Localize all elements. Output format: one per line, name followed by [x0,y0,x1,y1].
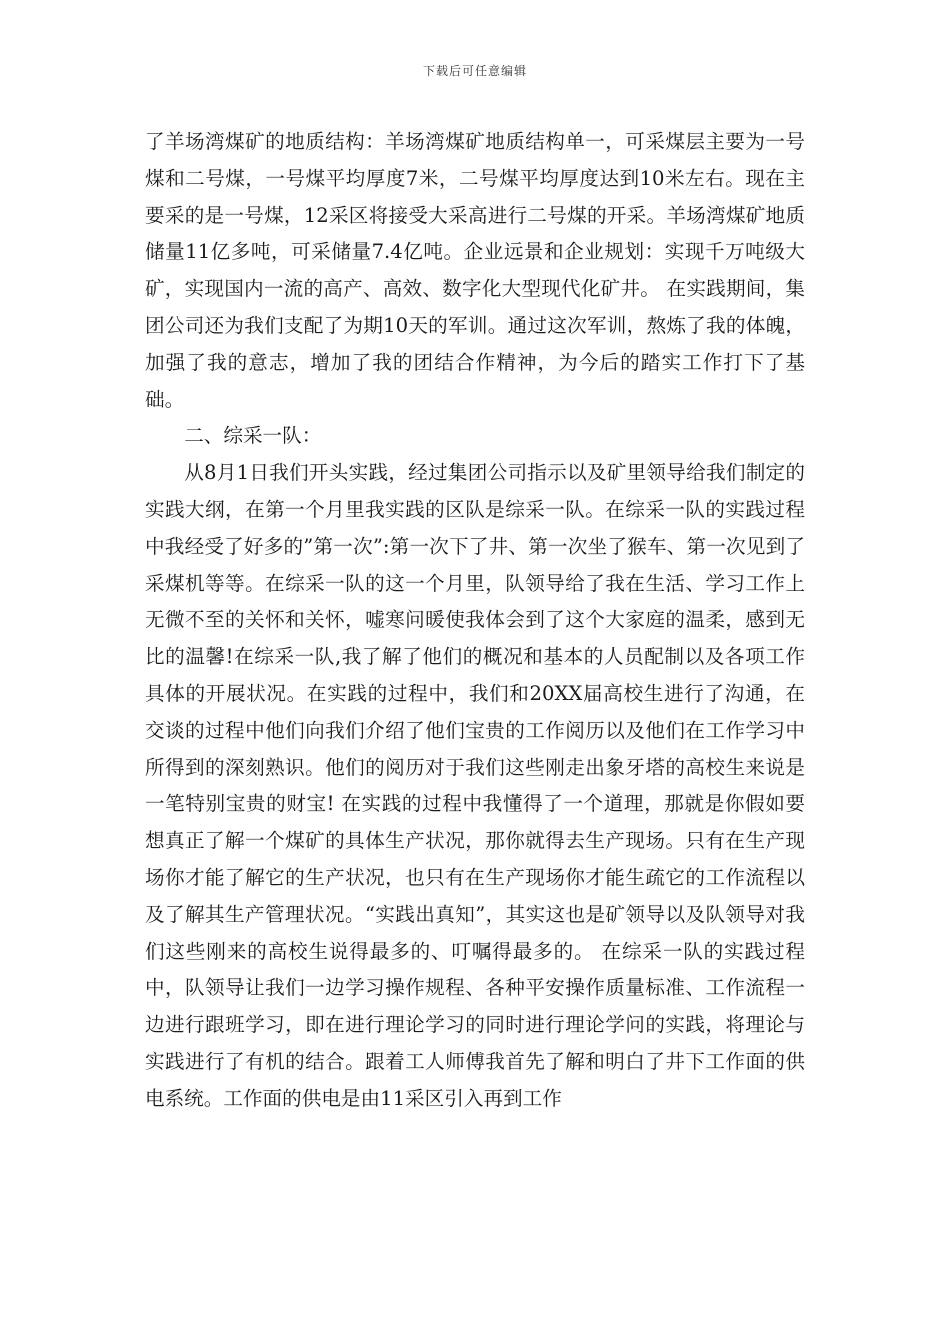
paragraph-continuation: 了羊场湾煤矿的地质结构：羊场湾煤矿地质结构单一，可采煤层主要为一号煤和二号煤，一号煤平均厚度7米，二号煤平均厚度达到10米左右。现在主要采的是一号煤，12采区将接受大采高进行二号煤的开采。羊场湾煤矿地质储量11亿多吨，可采储量7.4亿吨。企业远景和企业规划：实现千万吨级大矿，实现国内一流的高产、高效、数字化大型现代化矿井。 在实践期间，集团公司还为我们支配了为期10天的军训。通过这次军训，熬炼了我的体魄，加强了我的意志，增加了我的团结合作精神，为今后的踏实工作打下了基础。 [145,130,805,411]
page-header: 下载后可任意编辑 [422,64,527,78]
paragraph: 从8月1日我们开头实践，经过集团公司指示以及矿里领导给我们制定的实践大纲，在第一个月里我实践的区队是综采一队。在综采一队的实践过程中我经受了好多的”第一次”:第一次下了井、第一次坐了猴车、第一次见到了采煤机等等。在综采一队的这一个月里，队领导给了我在生活、学习工作上无微不至的关怀和关怀，嘘寒问暖使我体会到了这个大家庭的温柔，感到无比的温馨!在综采一队,我了解了他们的概况和基本的人员配制以及各项工作具体的开展状况。在实践的过程中，我们和20XX届高校生进行了沟通，在交谈的过程中他们向我们介绍了他们宝贵的工作阅历以及他们在工作学习中所得到的深刻熟识。他们的阅历对于我们这些刚走出象牙塔的高校生来说是一笔特别宝贵的财宝! 在实践的过程中我懂得了一个道理，那就是你假如要想真正了解一个煤矿的具体生产状况，那你就得去生产现场。只有在生产现场你才能了解它的生产状况，也只有在生产现场你才能生疏它的工作流程以及了解其生产管理状况。“实践出真知”，其实这也是矿领导以及队领导对我们这些刚来的高校生说得最多的、叮嘱得最多的。 在综采一队的实践过程中，队领导让我们一边学习操作规程、各种平安操作质量标准、工作流程一边进行跟班学习，即在进行理论学习的同时进行理论学问的实践，将理论与实践进行了有机的结合。跟着工人师傅我首先了解和明白了井下工作面的供电系统。工作面的供电是由11采区引入再到工作 [145,461,805,1110]
document-body [145,124,805,1118]
section-heading: 二、综采一队： [184,424,322,448]
